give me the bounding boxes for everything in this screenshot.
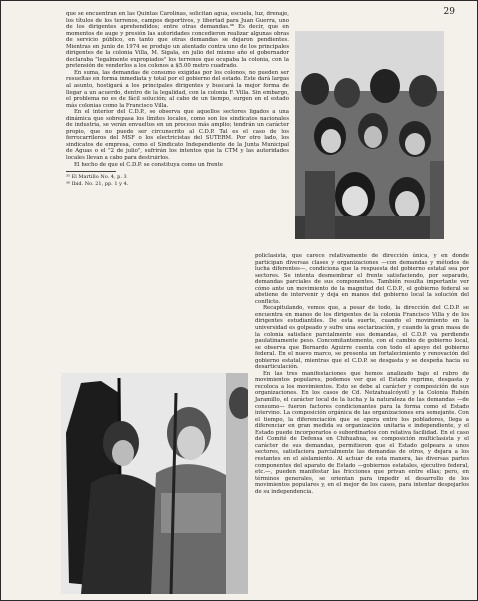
protest-photo	[61, 373, 248, 594]
paragraph: En el interior del C.D.P., se observa que aquellos sectores ligados a una dinámica que sobrepasa los límites locales, como son los sindicatos nacionales de industria, se verán envueltos en un proceso más amplio; tendrán un carácter propio, que no puede ser circunscrito al C.D.P. Tal es el caso de los ferrocarrileros del MSF o los electricistas del SUTERM. Por otro lado, los sindicatos de empresa, como el Sindicato Independiente de la Junta Municipal de Aguas o el "2 de julio", sufrirán los intentos que la CTM y las autoridades locales llevan a cabo para destruirlos.	[66, 109, 289, 162]
page-number: 29	[443, 7, 455, 17]
footnote: ³⁶ Ibid. No. 21, pp. 1 y 4.	[66, 180, 129, 187]
right-text-column	[255, 253, 469, 495]
footnote: ³⁵ El Martillo No. 4, p. 3	[66, 174, 127, 181]
footnote-rule	[66, 171, 116, 172]
paragraph: En las tres manifestaciones que hemos analizado bajo el rubro de movimientos populares, podemos ver que el Estado reprime, desgasta y recoloca a los movimientos. Esto se debe al carácter y composición de sus organizaciones. En los casos de Cd. Netzahualcóyotl y la Colonia Rubén Jaramillo, el carácter local de la lucha y la naturaleza de las demandas —de consumo— fueron factores condicionantes para la forma como el Estado intervino. La composición orgánica de las organizaciones era semejante. Con el tiempo, la diferenciación que se opera entre los pobladores, llega a diferenciar en gran medida su organización unitaria e independiente, y el Estado puede incorporarlos o subordinarlos con relativa facilidad. En el caso del Comité de Defensa en Chihuahua, su composición multiclasista y el carácter de sus demandas, permitieron que el Estado golpeara a unos sectores, satisfaciera parcialmente las demandas de otros, y dejara a los restantes en el aislamiento. Al actuar de esta manera, las diversas partes componentes del aparato de Estado —gobiernos estatales, ejecutivo federal, etc.—, pueden manifestar las fricciones que privan entre ellas; pero, en términos generales, se orientan para impedir el desarrollo de los movimientos populares y, en el mejor de los casos, para intentar despojarlos de su independencia.	[255, 370, 469, 495]
paragraph: El hecho de que el C.D.P. se constituya como un frente	[74, 161, 223, 168]
crowd-photo-image	[295, 31, 444, 239]
paragraph: En suma, las demandas de consumo exigidas por los colonos, no pueden ser resueltas en forma inmediata y total por el gobierno del estado. Este dará largas al asunto, hostigará a los principales dirigentes y buscará la mejor forma de llegar a un acuerdo, dentro de la legalidad, con la colonia F. Villa. Sin embargo, el problema no es de fácil solución; al cabo de un tiempo, surgen en el estado más colonias como la Francisco Villa.	[66, 69, 289, 109]
protest-photo-image	[61, 373, 248, 594]
paragraph: Recapitulando, vemos que, a pesar de todo, la dirección del C.D.P. se encuentra en manos de los dirigentes de la colonia Francisco Villa y de los dirigentes estudiantiles. De esta suerte, cuando el movimiento en la universidad es golpeado y sufre una sectarización, y cuando la gran masa de la colonia satisface parcialmente sus demandas, el C.D.P. va perdiendo paulatinamente peso. Concomitantemente, con el cambio de gobierno local, se observa que Bernardo Aguirre cuenta con todo el apoyo del gobierno federal. En el nuevo marco, se presenta un fortalecimiento y renovación del gobierno estatal, mientras que el C.D.P. se desgasta y se despeña hacia su desarticulación.	[255, 305, 469, 371]
left-text-column	[66, 11, 289, 187]
paragraph: que se encuentran en las Quintas Carolinas, solicitan agua, escuela, luz, drenaje, los títulos de los terrenos, campos deportivos, y libertad para Juan Guerra, uno de los dirigentes aprehendidos; entre otras demandas.³⁶ Es decir, que en momentos de auge y presión las autoridades concedieron realizar algunas obras de servicio público, en tanto que otras demandas se dejaron pendientes. Mientras en junio de 1974 se produjo un atentado contra uno de los principales dirigentes de la colonia Villa, M. Sigala, en julio del mismo año el gobernador declaraba "legalmente expropiados" los terrenos que ocupaba la colonia, con la pretensión de venderlos a los colonos a $5.00 metro cuadrado.	[66, 11, 289, 70]
crowd-photo	[295, 31, 444, 239]
paragraph: policlasista, que carece relativamente de dirección única, y en donde participan diversas clases y organizaciones —con demandas y métodos de lucha diferentes—, condiciona que la respuesta del gobierno estatal sea por sectores. Se intenta desmembrar el frente satisfaciendo, por separado, demandas parciales de sus componentes. También resulta importante ver cómo ante un movimiento de la magnitud del C.D.P., el gobierno federal se abstiene de intervenir y deja en manos del gobierno local la solución del conflicto.	[255, 253, 469, 305]
